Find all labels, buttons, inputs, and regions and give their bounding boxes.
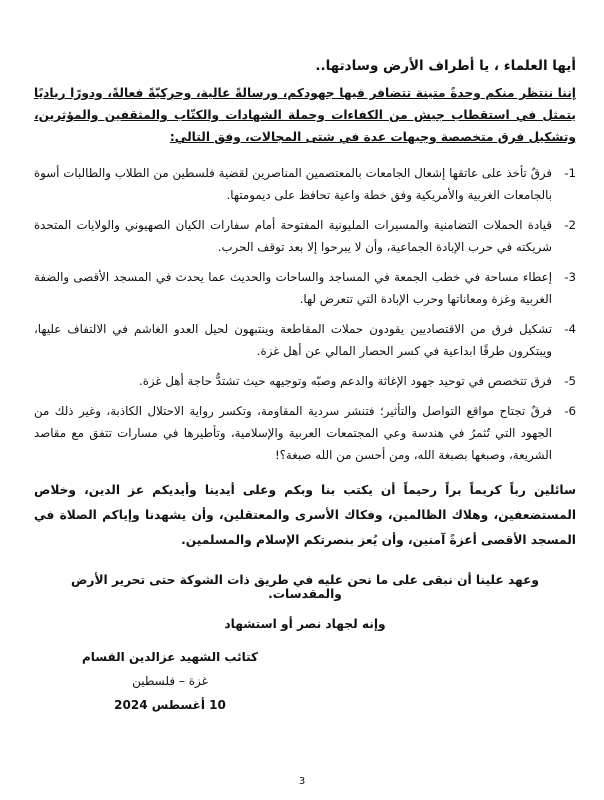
demands-list (34, 162, 576, 466)
list-item-number: -3 (564, 270, 576, 284)
list-item-number: -1 (564, 166, 576, 180)
signature-block (60, 645, 280, 717)
list-item-text: إعطاء مساحة في خطب الجمعة في المساجد والساحات والحديث عما يحدث في المسجد الأقصى والضفة الغربية وغزة ومعاناتها وحرب الإبادة التي تتعرض لها. (34, 270, 552, 306)
signature-place: غزة – فلسطين (132, 674, 208, 688)
list-item (34, 162, 576, 206)
intro-paragraph: إننا ننتظر منكم وحدةً متينة تتضافر فيها جهودكم، ورسالةً عالية، وحركيّةً فعالةً، ودورًا رياديًا يتمثل في استقطاب جيش من الكفاءات وحملة الشهادات والكتّاب والمثقفين والمؤثرين، وتشكيل فرق متخصصة وجبهات عدة في شتى المجالات، وفق التالي: (34, 86, 576, 144)
list-item (34, 266, 576, 310)
closing-paragraph: سائلين رباً كريماً براً رحيماً أن يكتب بنا وبكم وعلى أيدينا وأيديكم عز الدين، وخلاص المستضعفين، وهلاك الظالمين، وفكاك الأسرى والمعتقلين، وأن يشهدنا وإياكم الصلاة في المسجد الأقصى أعزةً آمنين، وأن يُعز بنصرتكم الإسلام والمسلمين. (34, 483, 576, 547)
list-item-number: -5 (564, 374, 576, 388)
jihad-line: وإنه لجهاد نصر أو استشهاد (224, 617, 386, 631)
list-item-number: -2 (564, 218, 576, 232)
list-item-text: فرقٌ تأخذ على عاتقها إشعال الجامعات بالمعتصمين المناصرين لقضية فلسطين من الطلاب والطالبات أسوة بالجامعات الغربية والأمريكية وفق خطة واعية تحافظ على ديمومتها. (34, 166, 552, 202)
list-item-text: قيادة الحملات التضامنية والمسيرات المليونية المفتوحة أمام سفارات الكيان الصهيوني والولايات المتحدة شريكته في حرب الإبادة الجماعية، وأن لا يبرحوا إلا بعد توقف الحرب. (34, 218, 552, 254)
list-item-number: -6 (564, 404, 576, 418)
salutation: أيها العلماء ، يا أطراف الأرض وسادتها.. (315, 58, 576, 74)
signature-date: 10 أغسطس 2024 (114, 698, 226, 712)
list-item-number: -4 (564, 322, 576, 336)
list-item (34, 214, 576, 258)
list-item (34, 370, 576, 392)
list-item (34, 318, 576, 362)
list-item (34, 400, 576, 466)
list-item-text: تشكيل فرق من الاقتصاديين يقودون حملات المقاطعة وينتبهون لحيل العدو الغاشم في الالتفاف عليها، ويبتكرون طرقًا ابداعية في كسر الحصار المالي عن أهل غزة. (34, 322, 552, 358)
pledge-line: وعهد علينا أن نبقى على ما نحن عليه في طريق ذات الشوكة حتى تحرير الأرض والمقدسات. (71, 573, 539, 601)
signature-org: كتائب الشهيد عزالدين القسام (82, 650, 258, 664)
list-item-text: فرق تتخصص في توحيد جهود الإغاثة والدعم وصبّه وتوجيهه حيث تشتدُّ حاجة أهل غزة. (138, 374, 552, 388)
page-number: 3 (298, 776, 306, 787)
list-item-text: فرقٌ تجتاح مواقع التواصل والتأثير؛ فتنشر سردية المقاومة، وتكسر رواية الاحتلال الكاذبة، وغير ذلك من الجهود التي تُثمرُ في هندسة وعي المجتمعات العربية والإسلامية، وتأطيرها في مسارات تتفق مع مقاصد الشريعة، وصبغها بصبغة الله، ومن أحسن من الله صبغة؟! (34, 404, 552, 462)
